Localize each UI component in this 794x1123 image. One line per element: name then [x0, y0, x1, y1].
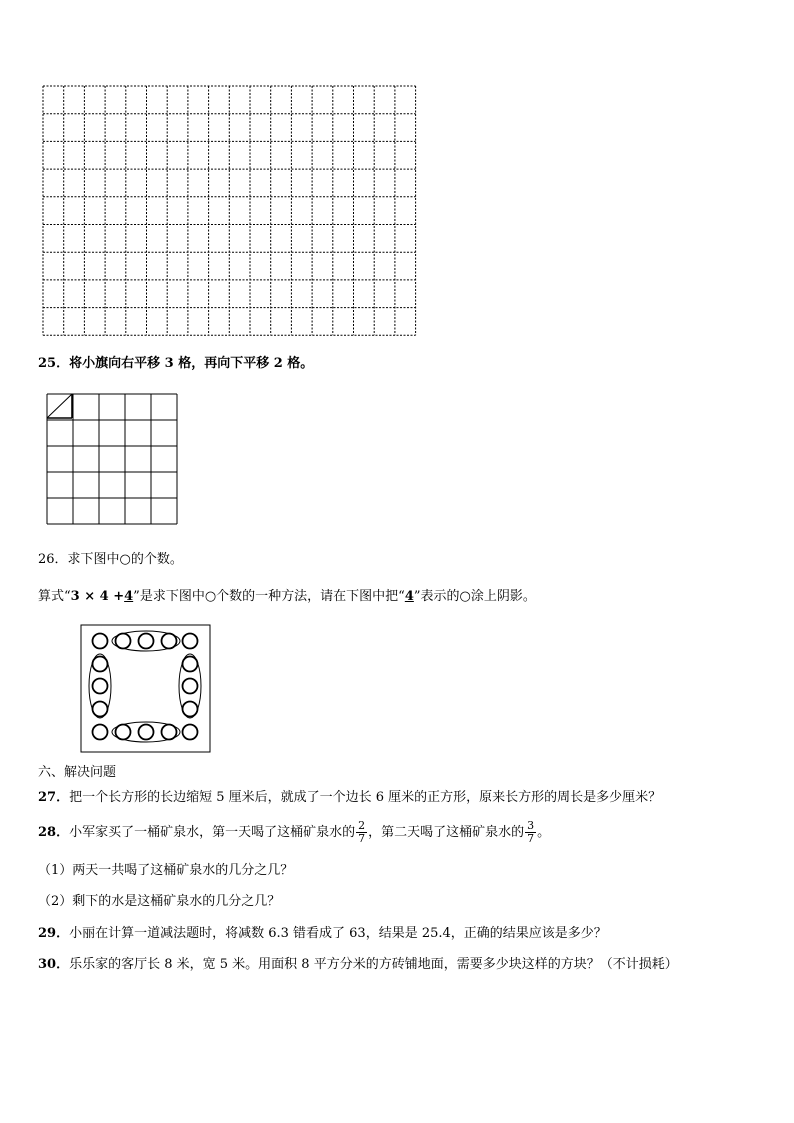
- question-28-text-a: 小军家买了一桶矿泉水，第一天喝了这桶矿泉水的: [69, 825, 356, 840]
- instruction-part-c: ”表示的○涂上阴影。: [413, 589, 536, 604]
- small-circle: [93, 679, 108, 694]
- question-27-number: 27．: [38, 790, 70, 805]
- fraction-3-7-denominator: 7: [527, 832, 535, 845]
- small-circle: [183, 725, 198, 740]
- small-circle: [93, 634, 108, 649]
- question-30-number: 30．: [38, 957, 70, 972]
- question-25-number: 25．: [38, 356, 70, 371]
- question-29: [38, 925, 607, 943]
- question-28-number: 28．: [38, 825, 70, 840]
- question-28-sub-2: （2）剩下的水是这桶矿泉水的几分之几？: [38, 894, 281, 909]
- circle-diagram: [80, 624, 212, 754]
- flag-diagonal: [47, 394, 72, 418]
- small-circle: [162, 725, 177, 740]
- small-circle: [116, 634, 131, 649]
- question-25-text: 将小旗向右平移 3 格，再向下平移 2 格。: [69, 356, 314, 371]
- question-25: [38, 355, 313, 373]
- question-27: [38, 789, 661, 807]
- question-28-text-c: 。: [537, 825, 551, 840]
- question-29-text: 小丽在计算一道减法题时，将减数 6.3 错看成了 63，结果是 25.4，正确的结果应该是多少？: [69, 926, 607, 941]
- question-28-sub-1: （1）两天一共喝了这桶矿泉水的几分之几？: [38, 863, 294, 878]
- small-circle: [116, 725, 131, 740]
- question-30-text: 乐乐家的客厅长 8 米，宽 5 米。用面积 8 平方分米的方砖铺地面，需要多少块这样的方块？（不计损耗）: [69, 957, 678, 972]
- formula-plain: 3 × 4 +: [70, 589, 125, 604]
- small-circle: [93, 725, 108, 740]
- instruction-part-b: ”是求下图中○个数的一种方法，请在下图中把“: [133, 589, 405, 604]
- instruction-part-a: 算式“: [38, 589, 71, 604]
- question-28-text-b: ，第二天喝了这桶矿泉水的: [368, 825, 525, 840]
- diagram-frame: [81, 625, 210, 752]
- question-26-number: 26．: [38, 552, 68, 567]
- small-circle: [162, 634, 177, 649]
- fraction-2-7: [356, 820, 367, 845]
- question-26-instruction: [38, 588, 536, 606]
- question-28: [38, 818, 550, 848]
- fraction-2-7-numerator: 2: [358, 819, 366, 832]
- flag-grid: [46, 393, 178, 525]
- highlight-number: 4: [404, 589, 414, 604]
- fraction-3-7-numerator: 3: [527, 819, 535, 832]
- question-30: [38, 956, 678, 974]
- question-26-title: [38, 551, 183, 569]
- small-circle: [183, 657, 198, 672]
- small-circle: [93, 657, 108, 672]
- fraction-3-7: [525, 820, 536, 845]
- small-circle: [139, 725, 154, 740]
- question-26-title-text: 求下图中○的个数。: [67, 552, 183, 567]
- question-27-text: 把一个长方形的长边缩短 5 厘米后，就成了一个边长 6 厘米的正方形，原来长方形的周长是多少厘米？: [69, 790, 662, 805]
- question-29-number: 29．: [38, 926, 70, 941]
- fraction-2-7-denominator: 7: [358, 832, 366, 845]
- small-circle: [183, 634, 198, 649]
- small-circle: [93, 702, 108, 717]
- small-circle: [183, 679, 198, 694]
- writing-grid: [40, 84, 420, 340]
- formula-underlined: 4: [124, 589, 134, 604]
- small-circle: [183, 702, 198, 717]
- section-6-title: 六、解决问题: [38, 765, 117, 780]
- small-circle: [139, 634, 154, 649]
